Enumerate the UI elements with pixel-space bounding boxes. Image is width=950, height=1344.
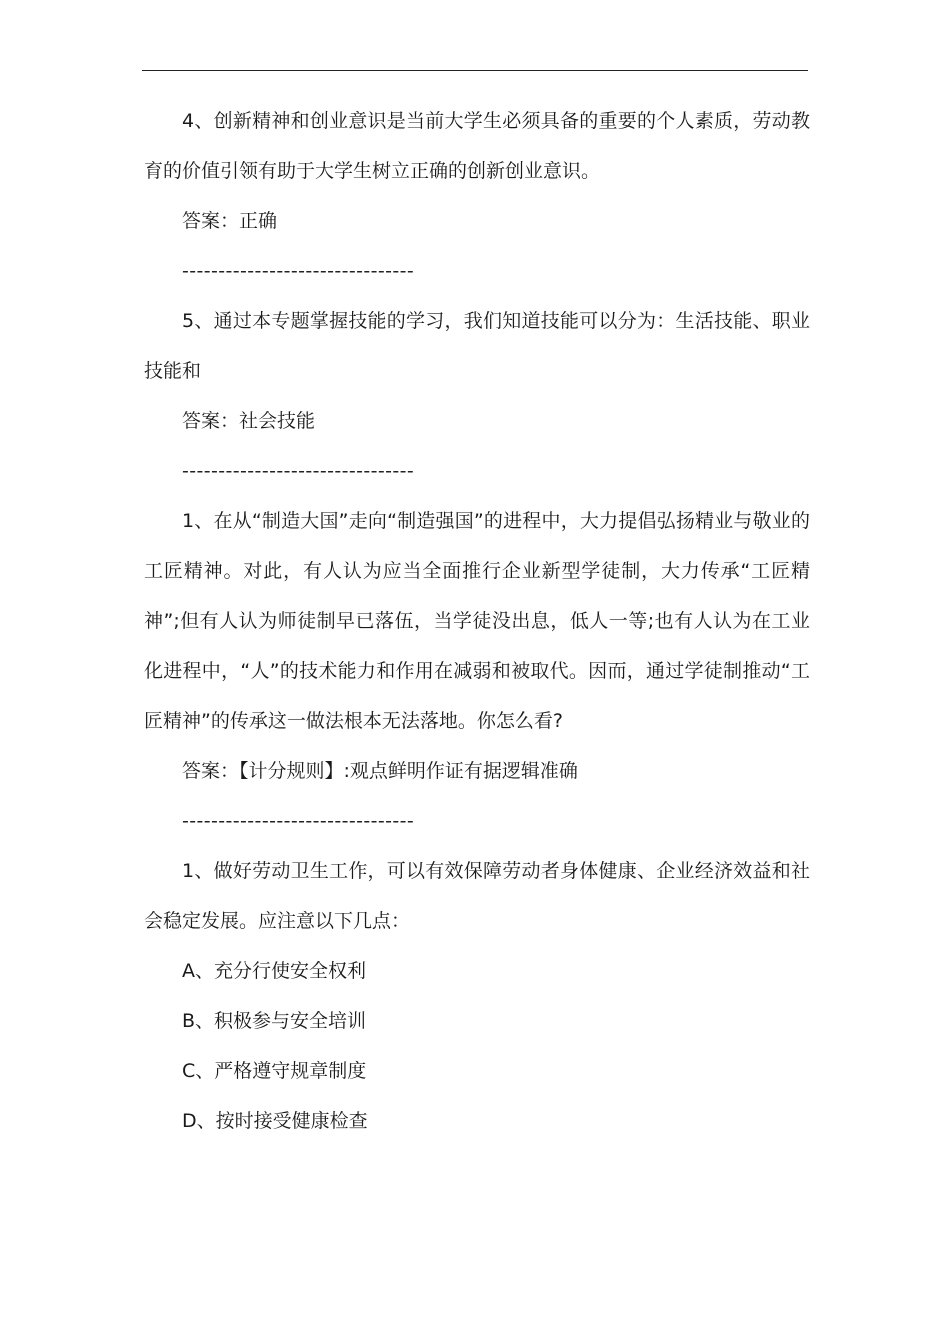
question-1a-text: 1、在从“制造大国”走向“制造强国”的进程中，大力提倡弘扬精业与敬业的工匠精神。对此，有人认为应当全面推行企业新型学徒制，大力传承“工匠精神”;但有人认为师徒制早已落伍，当学徒没出息，低人一等;也有人认为在工业化进程中，“人”的技术能力和作用在减弱和被取代。因而，通过学徒制推动“工匠精神”的传承这一做法根本无法落地。你怎么看?	[144, 510, 810, 732]
option-a: A、充分行使安全权利	[182, 960, 366, 982]
question-5-text: 5、通过本专题掌握技能的学习，我们知道技能可以分为：生活技能、职业技能和	[144, 310, 810, 382]
question-4-text: 4、创新精神和创业意识是当前大学生必须具备的重要的个人素质，劳动教育的价值引领有助于大学生树立正确的创新创业意识。	[144, 110, 810, 182]
separator-line: --------------------------------	[182, 460, 415, 482]
question-1b-text: 1、做好劳动卫生工作，可以有效保障劳动者身体健康、企业经济效益和社会稳定发展。应注意以下几点：	[144, 860, 810, 932]
option-b: B、积极参与安全培训	[182, 1010, 367, 1032]
question-4-answer: 答案：正确	[182, 210, 278, 232]
separator-line: --------------------------------	[182, 810, 415, 832]
question-1a-answer: 答案：【计分规则】:观点鲜明作证有据逻辑准确	[182, 760, 578, 782]
option-c: C、严格遵守规章制度	[182, 1060, 367, 1082]
document-body	[144, 96, 810, 1146]
option-d: D、按时接受健康检查	[182, 1110, 368, 1132]
header-rule	[142, 70, 808, 71]
separator-line: --------------------------------	[182, 260, 415, 282]
question-5-answer: 答案：社会技能	[182, 410, 316, 432]
